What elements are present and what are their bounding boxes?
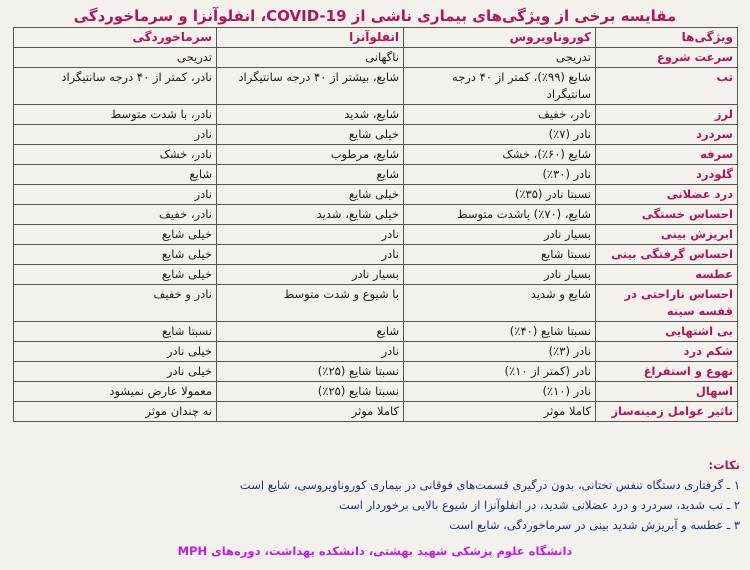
flu-cell: خیلی شایع، شدید [217,205,404,225]
covid-cell: شایع (۶۰٪)، خشک [404,145,596,165]
header-flu: انفلوآنزا [217,28,404,48]
table-row [14,382,738,402]
covid-cell: نسبتا شایع [404,245,596,265]
flu-cell: کاملا موثر [217,402,404,422]
feature-cell: تب [596,68,738,105]
cold-cell: خیلی شایع [14,225,217,245]
covid-cell: نادر (۷٪) [404,125,596,145]
cold-cell: شایع [14,165,217,185]
feature-cell: درد عضلانی [596,185,738,205]
covid-cell: بسیار نادر [404,225,596,245]
cold-cell: خیلی نادر [14,362,217,382]
flu-cell: خیلی شایع [217,125,404,145]
covid-cell: نادر (۳٪) [404,342,596,362]
flu-cell: نسبتا شایع (۲۵٪) [217,382,404,402]
flu-cell: شایع، شدید [217,105,404,125]
flu-cell: ناگهانی [217,48,404,68]
covid-cell: نادر (۳۰٪) [404,165,596,185]
note-item: ۲ ـ تب شدید، سردرد و درد عضلانی شدید، در انفلوآنزا از شیوع بالایی برخوردار است [338,498,740,512]
covid-cell: تدریجی [404,48,596,68]
cold-cell: نادر [14,125,217,145]
table-body [14,48,738,422]
comparison-table [13,27,738,422]
feature-cell: تاثیر عوامل زمینه‌ساز [596,402,738,422]
header-covid: کوروناویروس [404,28,596,48]
header-row [14,28,738,48]
feature-cell: تهوع و استفراغ [596,362,738,382]
cold-cell: نسبتا شایع [14,322,217,342]
table-row [14,285,738,322]
flu-cell: شایع، بیشتر از ۴۰ درجه سانتیگراد [217,68,404,105]
covid-cell: بسیار نادر [404,265,596,285]
feature-cell: بی اشتهایی [596,322,738,342]
feature-cell: شکم درد [596,342,738,362]
table-row [14,225,738,245]
flu-cell: نادر [217,225,404,245]
table-row [14,362,738,382]
covid-cell: شایع و شدید [404,285,596,322]
covid-cell: کاملا موثر [404,402,596,422]
flu-cell: نادر [217,245,404,265]
notes-title: نکات: [708,458,740,472]
cold-cell: معمولا عارض نمیشود [14,382,217,402]
table-row [14,402,738,422]
page-title: مقایسه برخی از ویژگی‌های بیماری ناشی از COVID-19، انفلوآنزا و سرماخوردگی [73,7,677,25]
cold-cell: خیلی شایع [14,245,217,265]
feature-cell: عطسه [596,265,738,285]
flu-cell: نسبتا شایع (۲۵٪) [217,362,404,382]
header-feature: ویژگی‌ها [596,28,738,48]
table-row [14,48,738,68]
table-row [14,68,738,105]
flu-cell: با شیوع و شدت متوسط [217,285,404,322]
table-row [14,245,738,265]
table-row [14,185,738,205]
table-row [14,145,738,165]
covid-cell: نادر (کمتر از ۱۰٪) [404,362,596,382]
table-row [14,322,738,342]
cold-cell: خیلی نادر [14,342,217,362]
feature-cell: احساس ناراحتی در قفسه سینه [596,285,738,322]
covid-cell: شایع (۹۹٪)، کمتر از ۴۰ درجه سانتیگراد [404,68,596,105]
notes-section [10,455,740,535]
note-item: ۱ ـ گرفتاری دستگاه تنفس تحتانی، بدون درگیری قسمت‌های فوقانی در بیماری کوروناویروسی، شایع است [239,478,740,492]
flu-cell: شایع، مرطوب [217,145,404,165]
feature-cell: ابریزش بینی [596,225,738,245]
feature-cell: احساس گرفتگی بینی [596,245,738,265]
cold-cell: نادر، خفیف [14,205,217,225]
covid-cell: شایع، (۷۰٪) باشدت متوسط [404,205,596,225]
feature-cell: اسهال [596,382,738,402]
cold-cell: نادر و خفیف [14,285,217,322]
feature-cell: سرعت شروع [596,48,738,68]
flu-cell: شایع [217,165,404,185]
header-cold: سرماخوردگی [14,28,217,48]
cold-cell: تدریجی [14,48,217,68]
cold-cell: نادر، کمتر از ۴۰ درجه سانتیگراد [14,68,217,105]
feature-cell: گلودرد [596,165,738,185]
flu-cell: خیلی شایع [217,185,404,205]
note-item: ۳ ـ عطسه و آبریزش شدید بینی در سرماخوردگی، شایع است [449,518,740,532]
covid-cell: نسبتا نادر (۳۵٪) [404,185,596,205]
feature-cell: سرفه [596,145,738,165]
table-row [14,265,738,285]
source-credit: دانشگاه علوم پزشکی شهید بهشتی، دانشکده بهداشت، دوره‌های MPH [177,544,573,558]
table-row [14,125,738,145]
cold-cell: خیلی شایع [14,265,217,285]
covid-cell: نادر، خفیف [404,105,596,125]
flu-cell: نادر [217,342,404,362]
table-row [14,165,738,185]
table-row [14,342,738,362]
cold-cell: نه چندان موثر [14,402,217,422]
table-row [14,105,738,125]
feature-cell: احساس خستگی [596,205,738,225]
table-row [14,205,738,225]
cold-cell: نادر، خشک [14,145,217,165]
covid-cell: نادر (۱۰٪) [404,382,596,402]
cold-cell: نادر [14,185,217,205]
cold-cell: نادر، با شدت متوسط [14,105,217,125]
feature-cell: سردرد [596,125,738,145]
flu-cell: بسیار نادر [217,265,404,285]
flu-cell: شایع [217,322,404,342]
covid-cell: نسبتا شایع (۴۰٪) [404,322,596,342]
feature-cell: لرز [596,105,738,125]
